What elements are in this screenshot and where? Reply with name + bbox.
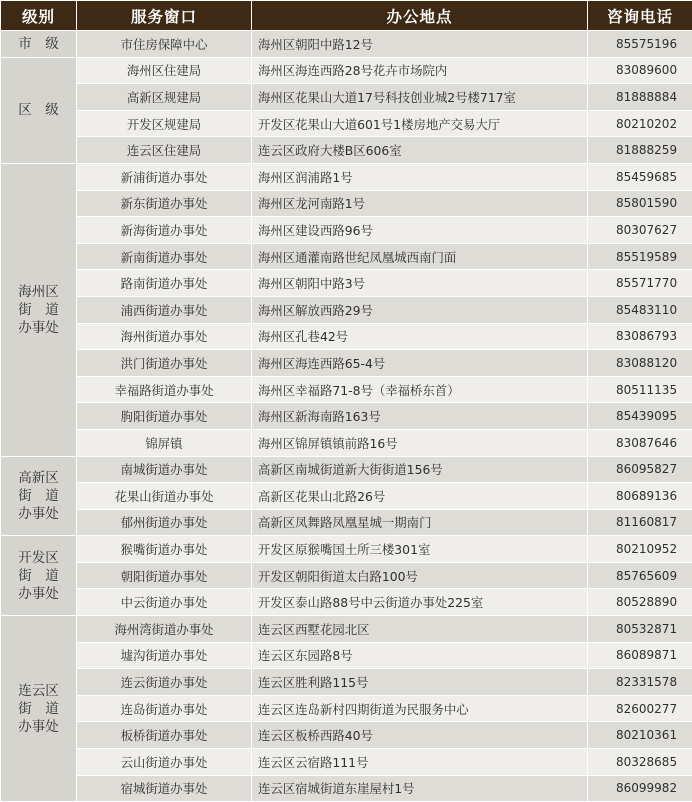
phone-cell: 80307627 — [588, 217, 692, 244]
table-row — [1, 350, 692, 377]
phone-cell: 85459685 — [588, 163, 692, 190]
level-cell — [1, 163, 77, 456]
address-cell: 连云区板桥西路40号 — [252, 722, 588, 749]
level-label-line: 街 道 — [1, 567, 76, 585]
address-cell: 高新区凤舞路凤凰星城一期南门 — [252, 509, 588, 536]
service-window-cell: 墟沟街道办事处 — [77, 642, 252, 669]
service-window-cell: 市住房保障中心 — [77, 31, 252, 58]
address-cell: 海州区海连西路65-4号 — [252, 350, 588, 377]
service-window-cell: 朝阳街道办事处 — [77, 562, 252, 589]
phone-cell: 85439095 — [588, 403, 692, 430]
table-row — [1, 296, 692, 323]
phone-cell: 83087646 — [588, 429, 692, 456]
address-cell: 连云区西墅花园北区 — [252, 616, 588, 643]
table-row — [1, 376, 692, 403]
service-window-cell: 锦屏镇 — [77, 429, 252, 456]
table-row — [1, 722, 692, 749]
service-window-cell: 南城街道办事处 — [77, 456, 252, 483]
service-window-cell: 高新区规建局 — [77, 84, 252, 111]
level-cell — [1, 57, 77, 163]
phone-cell: 80328685 — [588, 749, 692, 776]
table-row — [1, 536, 692, 563]
service-window-cell: 郁州街道办事处 — [77, 509, 252, 536]
address-cell: 海州区润浦路1号 — [252, 163, 588, 190]
table-row — [1, 616, 692, 643]
phone-cell: 81160817 — [588, 509, 692, 536]
table-row — [1, 429, 692, 456]
service-window-cell: 路南街道办事处 — [77, 270, 252, 297]
level-label-line: 街 道 — [1, 487, 76, 505]
address-cell: 海州区锦屏镇镇前路16号 — [252, 429, 588, 456]
address-cell: 海州区孔巷42号 — [252, 323, 588, 350]
phone-cell: 80210202 — [588, 110, 692, 137]
phone-cell: 85483110 — [588, 296, 692, 323]
address-cell: 开发区花果山大道601号1楼房地产交易大厅 — [252, 110, 588, 137]
table-row — [1, 270, 692, 297]
table-row — [1, 57, 692, 84]
phone-cell: 86095827 — [588, 456, 692, 483]
table-row — [1, 217, 692, 244]
phone-cell: 80528890 — [588, 589, 692, 616]
level-label-line: 街 道 — [1, 700, 76, 718]
level-cell — [1, 616, 77, 802]
service-window-cell: 新东街道办事处 — [77, 190, 252, 217]
level-label-line: 办事处 — [1, 585, 76, 603]
service-window-cell: 中云街道办事处 — [77, 589, 252, 616]
phone-cell: 80210952 — [588, 536, 692, 563]
table-row — [1, 323, 692, 350]
service-window-cell: 海州区住建局 — [77, 57, 252, 84]
table-row — [1, 137, 692, 164]
address-cell: 连云区政府大楼B区606室 — [252, 137, 588, 164]
phone-cell: 86099982 — [588, 775, 692, 802]
table-row — [1, 110, 692, 137]
service-window-cell: 连云街道办事处 — [77, 669, 252, 696]
service-window-cell: 新南街道办事处 — [77, 243, 252, 270]
service-window-cell: 新浦街道办事处 — [77, 163, 252, 190]
phone-cell: 85801590 — [588, 190, 692, 217]
header-level: 级别 — [1, 1, 77, 31]
phone-cell: 80511135 — [588, 376, 692, 403]
phone-cell: 80689136 — [588, 483, 692, 510]
address-cell: 高新区花果山北路26号 — [252, 483, 588, 510]
service-window-cell: 花果山街道办事处 — [77, 483, 252, 510]
table-row — [1, 84, 692, 111]
level-label-line: 区 级 — [1, 101, 76, 119]
level-label-line: 办事处 — [1, 718, 76, 736]
service-window-cell: 连云区住建局 — [77, 137, 252, 164]
level-label-line: 开发区 — [1, 549, 76, 567]
address-cell: 连云区胜利路115号 — [252, 669, 588, 696]
table-row — [1, 669, 692, 696]
table-row — [1, 775, 692, 802]
address-cell: 海州区花果山大道17号科技创业城2号楼717室 — [252, 84, 588, 111]
table-row — [1, 31, 692, 58]
phone-cell: 82600277 — [588, 695, 692, 722]
level-cell — [1, 536, 77, 616]
service-window-cell: 幸福路街道办事处 — [77, 376, 252, 403]
phone-cell: 85765609 — [588, 562, 692, 589]
table-row — [1, 562, 692, 589]
header-address: 办公地点 — [252, 1, 588, 31]
table-row — [1, 243, 692, 270]
phone-cell: 83086793 — [588, 323, 692, 350]
header-window: 服务窗口 — [77, 1, 252, 31]
address-cell: 海州区龙河南路1号 — [252, 190, 588, 217]
level-label-line: 高新区 — [1, 469, 76, 487]
table-row — [1, 695, 692, 722]
address-cell: 海州区通灌南路世纪凤凰城西南门面 — [252, 243, 588, 270]
address-cell: 海州区建设西路96号 — [252, 217, 588, 244]
service-window-cell: 朐阳街道办事处 — [77, 403, 252, 430]
phone-cell: 81888884 — [588, 84, 692, 111]
address-cell: 高新区南城街道新大街街道156号 — [252, 456, 588, 483]
service-window-cell: 板桥街道办事处 — [77, 722, 252, 749]
level-label-line: 连云区 — [1, 682, 76, 700]
phone-cell: 80210361 — [588, 722, 692, 749]
service-window-cell: 猴嘴街道办事处 — [77, 536, 252, 563]
address-cell: 开发区朝阳街道太白路100号 — [252, 562, 588, 589]
service-window-cell: 新海街道办事处 — [77, 217, 252, 244]
table-header-row — [1, 1, 692, 31]
level-label-line: 市 级 — [1, 35, 76, 53]
table-row — [1, 483, 692, 510]
header-phone: 咨询电话 — [588, 1, 692, 31]
table-row — [1, 403, 692, 430]
address-cell: 开发区原猴嘴国土所三楼301室 — [252, 536, 588, 563]
service-window-cell: 洪门街道办事处 — [77, 350, 252, 377]
address-cell: 海州区幸福路71-8号（幸福桥东首） — [252, 376, 588, 403]
address-cell: 连云区东园路8号 — [252, 642, 588, 669]
phone-cell: 85571770 — [588, 270, 692, 297]
table-row — [1, 749, 692, 776]
phone-cell: 86089871 — [588, 642, 692, 669]
table-row — [1, 642, 692, 669]
address-cell: 连云区宿城街道东崖屋村1号 — [252, 775, 588, 802]
phone-cell: 82331578 — [588, 669, 692, 696]
level-label-line: 办事处 — [1, 319, 76, 337]
service-window-cell: 连岛街道办事处 — [77, 695, 252, 722]
table-body — [1, 31, 692, 802]
level-cell — [1, 456, 77, 536]
phone-cell: 85575196 — [588, 31, 692, 58]
phone-cell: 83089600 — [588, 57, 692, 84]
table-row — [1, 456, 692, 483]
service-window-cell: 海州湾街道办事处 — [77, 616, 252, 643]
address-cell: 海州区朝阳中路3号 — [252, 270, 588, 297]
level-label-line: 海州区 — [1, 283, 76, 301]
address-cell: 海州区新海南路163号 — [252, 403, 588, 430]
level-label-line: 街 道 — [1, 301, 76, 319]
service-window-cell: 开发区规建局 — [77, 110, 252, 137]
address-cell: 海州区海连西路28号花卉市场院内 — [252, 57, 588, 84]
address-cell: 海州区朝阳中路12号 — [252, 31, 588, 58]
address-cell: 开发区泰山路88号中云街道办事处225室 — [252, 589, 588, 616]
table-row — [1, 589, 692, 616]
table-row — [1, 509, 692, 536]
phone-cell: 81888259 — [588, 137, 692, 164]
level-cell — [1, 31, 77, 58]
service-window-cell: 海州街道办事处 — [77, 323, 252, 350]
service-window-cell: 宿城街道办事处 — [77, 775, 252, 802]
service-window-cell: 浦西街道办事处 — [77, 296, 252, 323]
address-cell: 连云区连岛新村四期街道为民服务中心 — [252, 695, 588, 722]
table-row — [1, 190, 692, 217]
level-label-line: 办事处 — [1, 505, 76, 523]
address-cell: 连云区云宿路111号 — [252, 749, 588, 776]
table-row — [1, 163, 692, 190]
service-window-cell: 云山街道办事处 — [77, 749, 252, 776]
phone-cell: 80532871 — [588, 616, 692, 643]
phone-cell: 83088120 — [588, 350, 692, 377]
address-cell: 海州区解放西路29号 — [252, 296, 588, 323]
phone-cell: 85519589 — [588, 243, 692, 270]
